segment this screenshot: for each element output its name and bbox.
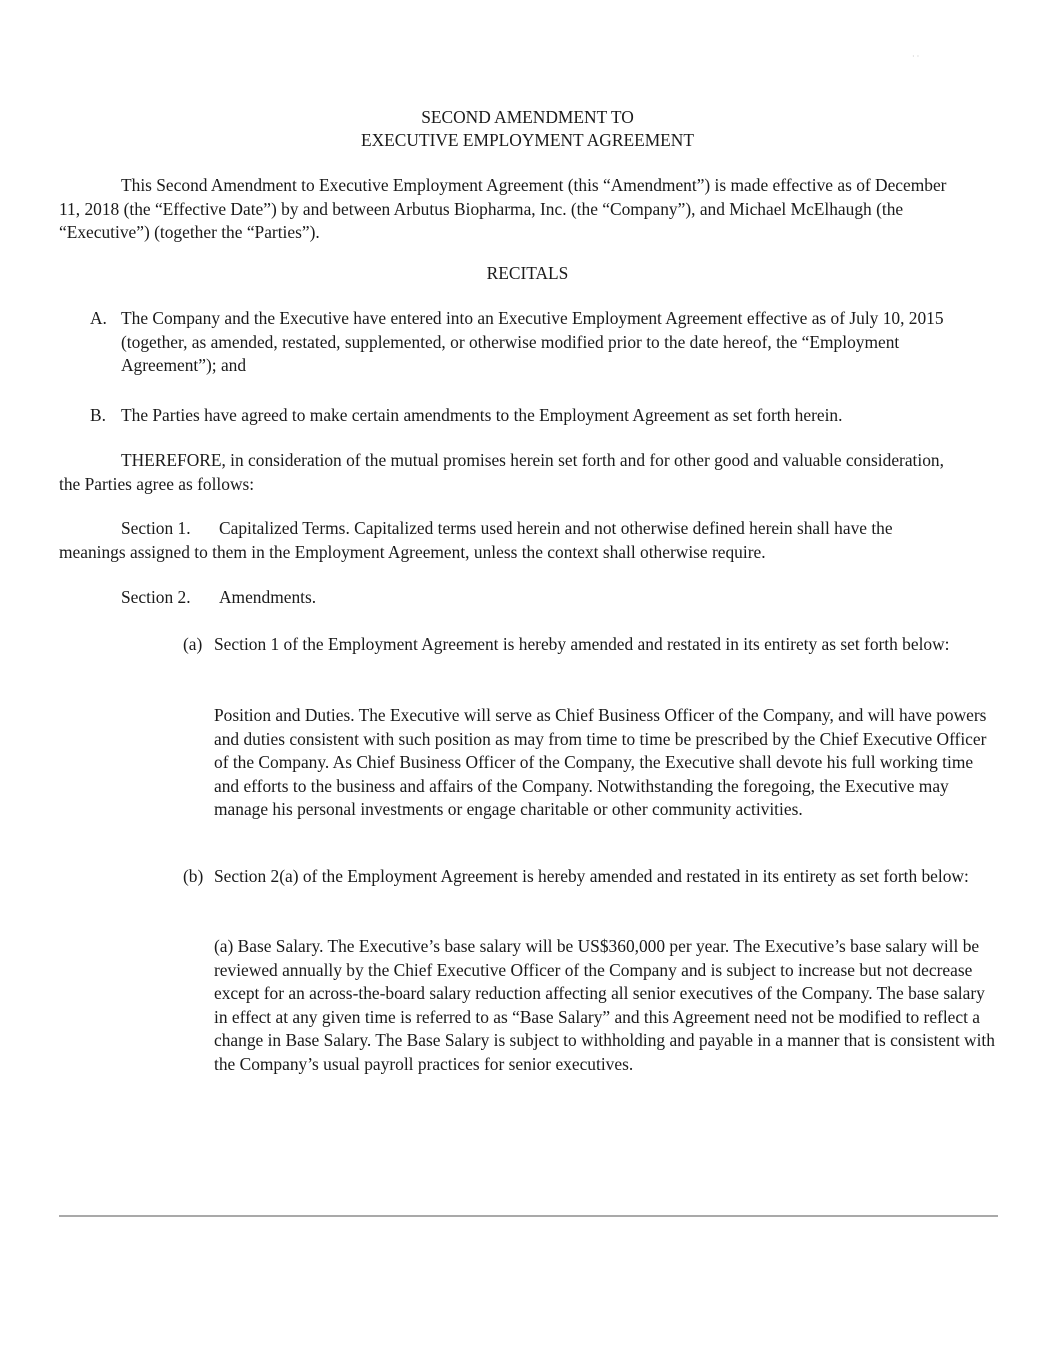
page-corner-mark: · · [912, 52, 920, 61]
section-2-title: Amendments. [219, 587, 317, 607]
amendment-a [183, 633, 993, 657]
amendment-b [183, 865, 993, 889]
footer-divider [59, 1215, 998, 1217]
recital-text: The Parties have agreed to make certain amendments to the Employment Agreement as set forth herein. [121, 405, 843, 425]
document-title-line-1: SECOND AMENDMENT TO [421, 107, 634, 127]
amendment-text: Section 2(a) of the Employment Agreement is hereby amended and restated in its entirety as set forth below: [214, 866, 969, 886]
amendment-marker: (b) [183, 866, 204, 886]
section-2-heading [121, 586, 981, 610]
recital-a [90, 307, 990, 378]
recitals-heading: RECITALS [486, 263, 569, 283]
amendment-marker: (a) [183, 634, 203, 654]
document-title-line-2: EXECUTIVE EMPLOYMENT AGREEMENT [361, 130, 694, 150]
recital-marker: B. [90, 405, 106, 425]
amendment-b-quoted-text: (a) Base Salary. The Executive’s base salary will be US$360,000 per year. The Executive’s base salary will be reviewed annually by the Chief Executive Officer of the Company and is subject to increase but not decrease except for an across-the-board salary reduction affecting all senior executives of the Company. The base salary in effect at any given time is referred to as “Base Salary” and this Agreement need not be modified to reflect a change in Base Salary. The Base Salary is subject to withholding and payable in a manner that is consistent with the Company’s usual payroll practices for senior executives. [214, 936, 995, 1074]
recital-b [90, 404, 990, 428]
intro-paragraph: This Second Amendment to Executive Employment Agreement (this “Amendment”) is made effective as of December 11, 2018 (the “Effective Date”) by and between Arbutus Biopharma, Inc. (the “Company”), and Michael McElhaugh (the “Executive”) (together the “Parties”). [59, 175, 947, 242]
section-1-paragraph [59, 517, 959, 564]
therefore-paragraph: THEREFORE, in consideration of the mutual promises herein set forth and for other good and valuable consideration, the Parties agree as follows: [59, 450, 944, 494]
recital-marker: A. [90, 308, 107, 328]
amendment-text: Section 1 of the Employment Agreement is hereby amended and restated in its entirety as set forth below: [214, 634, 950, 654]
section-1-text: Capitalized Terms. Capitalized terms used herein and not otherwise defined herein shall have the meanings assigned to them in the Employment Agreement, unless the context shall otherwise require. [59, 518, 893, 562]
section-1-number: Section 1. [121, 518, 191, 538]
recital-text: The Company and the Executive have entered into an Executive Employment Agreement effective as of July 10, 2015 (together, as amended, restated, supplemented, or otherwise modified prior to the date hereof, the “Employment Agreement”); and [121, 308, 944, 375]
section-2-number: Section 2. [121, 587, 191, 607]
amendment-a-quoted-text: Position and Duties. The Executive will serve as Chief Business Officer of the Company, and will have powers and duties consistent with such position as may from time to time be prescribed by the Chief Executive Officer of the Company. As Chief Business Officer of the Company, the Executive shall devote his full working time and efforts to the business and affairs of the Company. Notwithstanding the foregoing, the Executive may manage his personal investments or engage charitable or other community activities. [214, 705, 987, 819]
